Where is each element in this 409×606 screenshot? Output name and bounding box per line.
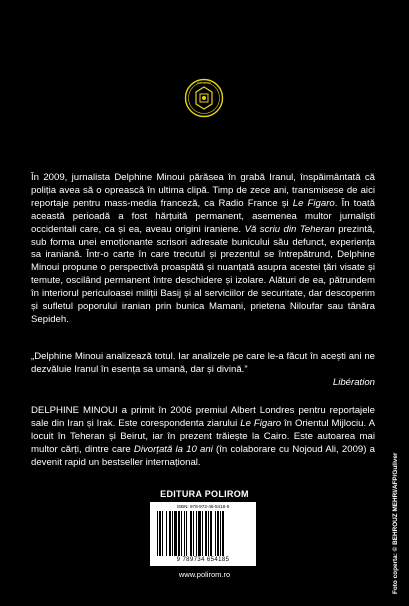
bio-text-3: (în colaborare cu Nojoud Ali, 2009) a devenit rapid un bestseller internațional.	[31, 443, 375, 468]
quote-source: Libération	[332, 377, 375, 388]
barcode-bar	[169, 511, 171, 556]
barcode-bar	[186, 511, 187, 556]
barcode-bar	[202, 511, 203, 556]
barcode-bar	[166, 511, 167, 556]
barcode-bar	[190, 511, 192, 556]
barcode-bar	[196, 511, 197, 556]
review-quote: „Delphine Minoui analizează totul. Iar analizele pe care le-a făcut în acești ani ne dezvăluie Iranul în esența sa umană, dar și divină.”	[31, 351, 375, 375]
barcode-bar	[198, 511, 201, 556]
barcode-bar	[157, 511, 158, 556]
barcode-bars	[157, 511, 249, 556]
barcode-bar	[174, 511, 177, 556]
publisher-website: www.polirom.ro	[178, 570, 231, 579]
back-cover-blurb	[31, 172, 375, 327]
bio-text-1: DELPHINE MINOUI a primit în 2006 premiul Albert Londres pentru reportajele sale din Iran și Irak. Este corespondenta ziarului	[31, 405, 375, 429]
bio-text-2: în Orientul Mijlociu. A locuit în Teheran și Beirut, iar în prezent trăiește la Cairo. Este autoarea mai multor cărți, dintre care	[31, 417, 375, 455]
barcode-bar	[217, 511, 219, 556]
barcode-bar	[181, 511, 182, 556]
blurb-text-2: . În toată această perioadă a fost hărțuită permanent, asemenea multor jurnaliști occidentali care, ca și ea, aveau origini iraniene.	[31, 197, 375, 235]
logo-text: POLIROM	[197, 81, 211, 86]
barcode-bar	[178, 511, 180, 556]
blurb-title-figaro: Le Figaro	[292, 197, 335, 209]
bio-title-figaro: Le Figaro	[240, 417, 282, 429]
barcode	[150, 502, 256, 566]
photo-credit: Foto coperta: © BEHROUZ MEHRI/AFP/Guliver	[392, 452, 399, 594]
barcode-bar	[210, 511, 212, 556]
author-bio	[31, 405, 375, 470]
barcode-bar	[159, 511, 161, 556]
barcode-bar	[222, 511, 224, 556]
barcode-bar	[193, 511, 194, 556]
barcode-bar	[162, 511, 163, 556]
barcode-digits: 9 789734 654185	[176, 557, 230, 563]
publisher-logo-icon	[184, 78, 224, 118]
isbn-label: ISBN: 978-973-46-5418-5	[176, 504, 230, 509]
barcode-bar	[184, 511, 185, 556]
barcode-bar	[215, 511, 216, 556]
barcode-bar	[220, 511, 221, 556]
publisher-name: EDITURA POLIROM	[160, 489, 249, 499]
bio-book-title: Divorțată la 10 ani	[133, 443, 213, 455]
barcode-bar	[208, 511, 209, 556]
blurb-book-title: Vă scriu din Teheran	[244, 223, 335, 235]
blurb-text-3: prezintă, sub forma unei emoționante scrisori adresate bunicului său defunct, experiența sa iraniană. Într-o carte în care trecutul și prezentul se întrepătrund, Delphine Minoui propune o perspectivă proaspătă și nuanțată asupra acestei țări visate și temute, oscilând permanent între deschidere și izolare. Alături de ea, pătrundem în interiorul periculoasei miliții Basij și al serviciilor de securitate, dar descoperim și sufletul poporului iranian prin bunica Mamani, prietena Niloufar sau tânăra Sepideh.	[31, 223, 375, 325]
barcode-bar	[205, 511, 207, 556]
blurb-text-1: În 2009, jurnalista Delphine Minoui părăsea în grabă Iranul, înspăimântată că poliția avea să o oprească în ultima clipă. Timp de zece ani, transmisese de aici reportaje pentru mass-media franceză, ca Radio France și	[31, 172, 375, 209]
barcode-bar	[172, 511, 173, 556]
